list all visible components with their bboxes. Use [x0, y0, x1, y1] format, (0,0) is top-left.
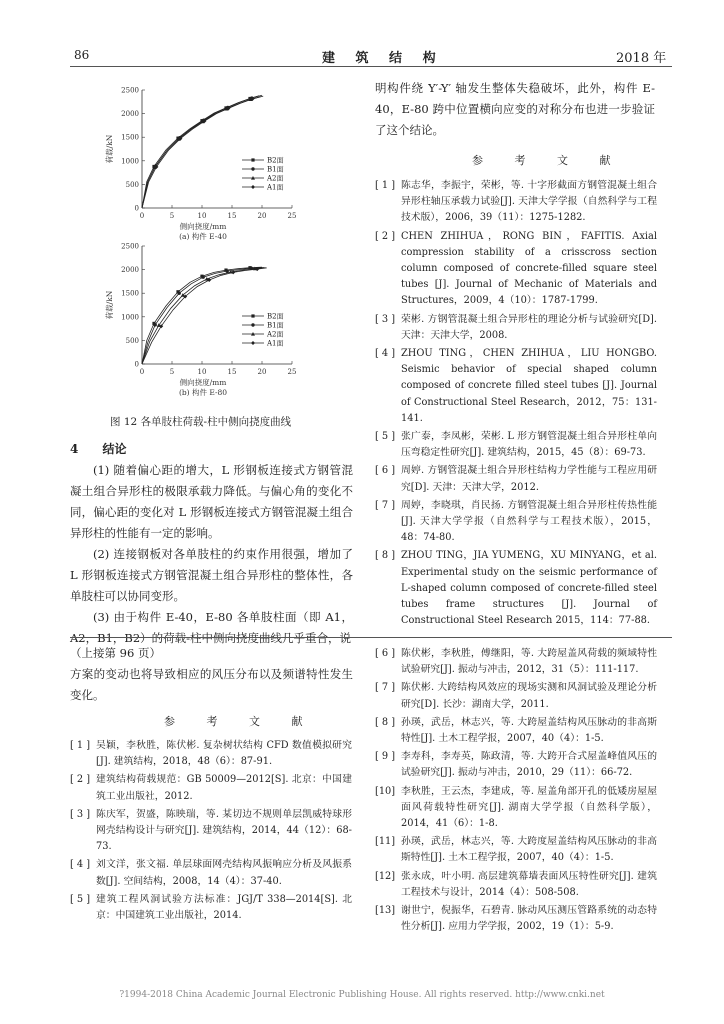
- reference-number: [ 7 ]: [375, 499, 396, 511]
- reference-text: 陈伏彬. 大跨结构风效应的现场实测和风洞试验及理论分析研究[D]. 长沙：湖南大学，2011.: [401, 682, 657, 710]
- reference-item: [375, 784, 657, 833]
- y-tick-label: 500: [125, 336, 139, 345]
- reference-item: [375, 646, 657, 678]
- x-tick-label: 20: [257, 212, 267, 220]
- series-line-B2面: [142, 96, 259, 208]
- section-divider: [70, 637, 672, 638]
- reference-text: ZHOU TING，JIA YUMENG，XU MINYANG，et al. Experimental study on the seismic performance of L-shaped column composed of concrete-filled steel tubes frame structures [J]. Journal of Constructional Steel Research 2015，114：77-88.: [401, 550, 657, 627]
- reference-text: 张广泰，李凤彬，荣彬. L 形方钢管混凝土组合异形柱单向压弯稳定性研究[J]. 建筑结构，2015，45（8）：69-73.: [401, 431, 657, 459]
- reference-text: 李寿科，李寿英，陈政清，等. 大跨开合式屋盖峰值风压的试验研究[J]. 振动与冲击，2010，29（11）：66-72.: [401, 751, 657, 779]
- y-tick-label: 0: [134, 204, 139, 213]
- reference-number: [13]: [375, 905, 396, 917]
- x-tick-label: 0: [139, 368, 145, 376]
- reference-number: [12]: [375, 870, 396, 882]
- reference-number: [10]: [375, 785, 396, 797]
- series-line-B1面: [142, 95, 262, 208]
- legend-marker: [251, 185, 255, 189]
- x-tick-label: 10: [197, 212, 207, 220]
- legend-label: B1面: [267, 165, 284, 174]
- reference-item: [375, 715, 657, 747]
- reference-text: 李秋胜，王云杰，李建成，等. 屋盖角部开孔的低矮房屋屋面风荷载特性研究[J]. 湖南大学学报（自然科学版），2014，41（6）：1-8.: [401, 785, 657, 830]
- y-tick-label: 2000: [121, 110, 139, 119]
- reference-number: [ 2 ]: [70, 774, 91, 786]
- chart-e80: [100, 240, 350, 410]
- legend-label: B2面: [267, 312, 284, 321]
- references-list: [375, 178, 657, 631]
- reference-item: [70, 857, 352, 889]
- reference-text: 陈伏彬，李秋胜，傅继阳，等. 大跨屋盖风荷载的频域特性试验研究[J]. 振动与冲击，2012，31（5）：111-117.: [401, 648, 657, 676]
- legend-marker: [251, 314, 254, 317]
- data-point: [202, 275, 205, 278]
- y-tick-label: 1500: [121, 289, 139, 298]
- y-tick-label: 1000: [121, 157, 139, 166]
- reference-number: [ 4 ]: [70, 859, 91, 871]
- x-tick-label: 5: [169, 212, 175, 220]
- reference-number: [ 2 ]: [375, 230, 396, 242]
- legend-marker: [251, 167, 254, 170]
- reference-text: 张永成，叶小明. 高层建筑幕墙表面风压特性研究[J]. 建筑工程技术与设计，2014（4）：508-508.: [401, 870, 657, 898]
- continued-from: （上接第 96 页）: [70, 646, 161, 660]
- conclusion-3: (3) 由于构件 E-40，E-80 各单肢柱面（即 A1，A2，B1，B2）的荷载-柱中侧向挠度曲线几乎重合，说: [70, 610, 353, 645]
- reference-number: [ 3 ]: [375, 313, 396, 325]
- figure-caption: 图 12 各单肢柱荷载-柱中侧向挠度曲线: [110, 416, 292, 428]
- y-tick-label: 1000: [121, 313, 139, 322]
- page-number: 86: [74, 48, 90, 62]
- right-column-text: [375, 78, 655, 141]
- reference-number: [ 4 ]: [375, 348, 396, 360]
- legend-label: A1面: [267, 183, 284, 192]
- legend-label: A1面: [267, 339, 284, 348]
- section-heading: [70, 440, 127, 457]
- x-tick-label: 25: [287, 368, 297, 376]
- reference-number: [ 9 ]: [375, 751, 396, 763]
- reference-text: 建筑工程风洞试验方法标准：JGJ/T 338—2014[S]. 北京：中国建筑工业出版社，2014.: [96, 893, 352, 922]
- reference-number: [11]: [375, 836, 396, 848]
- legend-marker: [251, 341, 255, 345]
- x-axis-label: 侧向挠度/mm: [179, 222, 227, 231]
- legend-marker: [251, 158, 254, 161]
- reference-text: 孙瑛，武岳，林志兴，等. 大跨度屋盖结构风压脉动的非高斯特性[J]. 土木工程学报，2007，40（4）：1-5.: [401, 836, 657, 864]
- reference-number: [ 8 ]: [375, 716, 396, 728]
- reference-number: [ 5 ]: [375, 431, 396, 443]
- reference-number: [ 1 ]: [375, 180, 396, 191]
- year: 2018 年: [616, 51, 667, 66]
- x-tick-label: 20: [257, 368, 267, 376]
- x-tick-label: 10: [197, 368, 207, 376]
- y-tick-label: 500: [125, 180, 139, 189]
- reference-item: [375, 903, 657, 935]
- reference-item: [375, 749, 657, 781]
- reference-item: [375, 178, 657, 227]
- copyright-footer: ?1994-2018 China Academic Journal Electronic Publishing House. All rights reserved. http://www.cnki.net: [119, 990, 605, 1000]
- chart-title: (b) 构件 E-80: [178, 388, 228, 397]
- references-list-3: [375, 646, 657, 937]
- y-axis-label: 荷载/kN: [105, 134, 114, 164]
- continued-block: [70, 643, 353, 706]
- figure-12b: [100, 240, 350, 414]
- reference-item: [70, 892, 352, 924]
- legend-label: A2面: [267, 330, 284, 339]
- conclusion-1: (1) 随着偏心距的增大，L 形钢板连接式方钢管混凝土组合异形柱的极限承载力降低。与偏心角的变化不同，偏心距的变化对 L 形钢板连接式方钢管混凝土组合异形柱的性能有一定的影响。: [70, 463, 353, 540]
- header-rule: [70, 66, 672, 67]
- reference-item: [375, 229, 657, 310]
- references-title-2: 参 考 文 献: [164, 715, 317, 728]
- chart-e40: [100, 84, 350, 254]
- x-tick-label: 0: [139, 212, 145, 220]
- reference-item: [375, 429, 657, 461]
- paragraph: 明构件绕 Y′-Y′ 轴发生整体失稳破坏，此外，构件 E-40，E-80 跨中位置横向应变的对称分布也进一步验证了这个结论。: [375, 81, 655, 137]
- continued-text: 方案的变动也将导致相应的风压分布以及频谱特性发生变化。: [70, 667, 353, 702]
- reference-text: 周婷. 方钢管混凝土组合异形柱结构力学性能与工程应用研究[D]. 天津：天津大学，2012.: [401, 465, 657, 493]
- x-axis-label: 侧向挠度/mm: [179, 378, 227, 387]
- references-title: 参 考 文 献: [472, 154, 625, 167]
- reference-text: 周婷，李晓琪，肖民扬. 方钢管混凝土组合异形柱传热性能[J]. 天津大学学报（自然科学与工程技术版），2015，48：74-80.: [401, 499, 657, 544]
- data-point: [154, 323, 157, 326]
- y-tick-label: 0: [134, 360, 139, 369]
- reference-item: [375, 346, 657, 427]
- section-number: 4: [70, 442, 79, 456]
- reference-text: 谢世宁，倪振华，石碧青. 脉动风压测压管路系统的动态特性分析[J]. 应用力学学报，2002，19（1）：5-9.: [401, 905, 657, 933]
- conclusions: [70, 460, 353, 649]
- reference-item: [70, 807, 352, 856]
- reference-text: 陈志华，李振宇，荣彬，等. 十字形截面方钢管混凝土组合异形柱轴压承载力试验[J]. 天津大学学报（自然科学与工程技术版），2006，39（11）：1275-1282.: [401, 180, 657, 224]
- reference-text: ZHOU TING，CHEN ZHIHUA，LIU HONGBO. Seismic behavior of special shaped column composed of concrete filled steel tubes [J]. Journal of Constructional Steel Research，2012，75：131-141.: [401, 348, 657, 424]
- chart-title: (a) 构件 E-40: [179, 232, 227, 241]
- figure-12: [100, 84, 350, 258]
- reference-item: [375, 463, 657, 495]
- reference-text: 建筑结构荷载规范：GB 50009—2012[S]. 北京：中国建筑工业出版社，2012.: [96, 774, 352, 802]
- legend-marker: [251, 323, 254, 326]
- reference-number: [ 6 ]: [375, 648, 396, 659]
- reference-number: [ 6 ]: [375, 465, 396, 477]
- reference-item: [375, 498, 657, 547]
- x-tick-label: 15: [227, 368, 237, 376]
- reference-number: [ 1 ]: [70, 740, 91, 751]
- reference-text: 陈庆军，贺盛，陈映瑞，等. 某切边不规则单层凯威特球形网壳结构设计与研究[J]. 建筑结构，2014，44（12）：68-73.: [96, 808, 352, 853]
- series-line-A2面: [142, 97, 261, 208]
- reference-text: 孙瑛，武岳，林志兴，等. 大跨屋盖结构风压脉动的非高斯特性[J]. 土木工程学报，2007，40（4）：1-5.: [401, 716, 657, 745]
- y-axis-label: 荷载/kN: [105, 290, 114, 320]
- x-tick-label: 15: [227, 212, 237, 220]
- legend-label: A2面: [267, 174, 284, 183]
- y-tick-label: 2500: [121, 86, 139, 95]
- series-line-A1面: [142, 96, 263, 208]
- data-point: [178, 292, 181, 295]
- reference-number: [ 7 ]: [375, 682, 396, 694]
- legend-label: B2面: [267, 156, 284, 165]
- reference-number: [ 3 ]: [70, 808, 91, 820]
- reference-item: [375, 680, 657, 712]
- reference-text: 荣彬. 方钢管混凝土组合异形柱的理论分析与试验研究[D]. 天津：天津大学，2008.: [401, 313, 657, 341]
- reference-text: 刘文洋，张文福. 单层球面网壳结构风振响应分析及风振系数[J]. 空间结构，2008，14（4）：37-40.: [96, 859, 352, 887]
- reference-item: [375, 312, 657, 344]
- reference-item: [375, 548, 657, 629]
- section-title: 结论: [102, 442, 127, 456]
- reference-item: [375, 834, 657, 866]
- x-tick-label: 5: [169, 368, 175, 376]
- y-tick-label: 2500: [121, 242, 139, 251]
- page-header: [0, 30, 724, 66]
- reference-item: [375, 869, 657, 901]
- journal-title: 建 筑 结 构: [322, 51, 444, 66]
- reference-text: 吴颖，李秋胜，陈伏彬. 复杂树状结构 CFD 数值模拟研究[J]. 建筑结构，2018，48（6）：87-91.: [96, 740, 352, 768]
- legend-label: B1面: [267, 321, 284, 330]
- y-tick-label: 1500: [121, 133, 139, 142]
- reference-number: [ 5 ]: [70, 893, 91, 905]
- references-list-2: [70, 738, 352, 926]
- reference-number: [ 8 ]: [375, 550, 396, 562]
- reference-item: [70, 772, 352, 804]
- y-tick-label: 2000: [121, 266, 139, 275]
- reference-item: [70, 738, 352, 770]
- conclusion-2: (2) 连接钢板对各单肢柱的约束作用很强，增加了 L 形钢板连接式方钢管混凝土组合异形柱的整体性，各单肢柱可以协同变形。: [70, 547, 353, 603]
- reference-text: CHEN ZHIHUA，RONG BIN，FAFITIS. Axial compression stability of a crisscross section column composed of concrete-filled square steel tubes [J]. Journal of Mechanic of Materials and Structures，2009，4（10）：1787-1799.: [401, 230, 657, 307]
- x-tick-label: 25: [287, 212, 297, 220]
